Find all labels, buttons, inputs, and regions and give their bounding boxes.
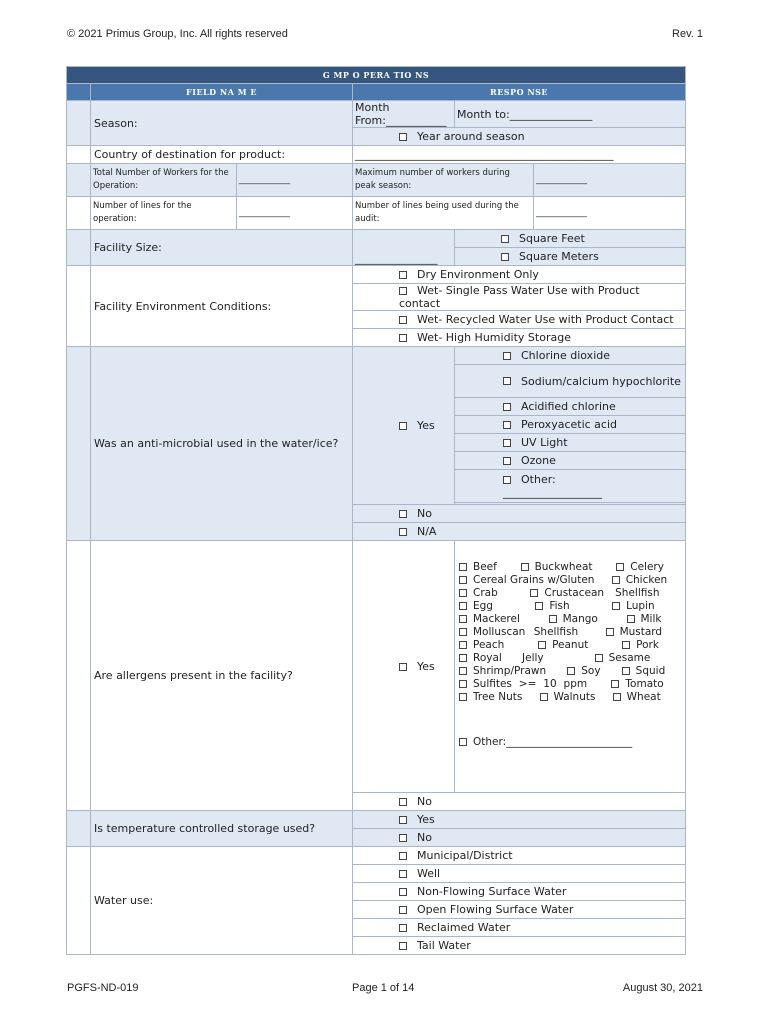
allergen-option[interactable]: Sesame [595,652,651,664]
allergen-other-field[interactable]: Other:________________________ [459,736,681,749]
facility-size-label: Facility Size: [91,230,353,266]
row-marker [67,146,91,164]
allergen-list [455,541,686,793]
row-marker [67,541,91,811]
allergens-yes-option[interactable]: Yes [353,541,455,793]
checkbox-icon[interactable] [399,870,407,878]
checkbox-icon[interactable] [399,422,407,430]
checkbox-icon[interactable] [459,667,467,675]
max-workers-label: Maximum number of workers during peak season: [353,164,534,197]
checkbox-icon[interactable] [459,738,467,746]
allergen-option[interactable]: Tomato [611,678,663,690]
env-option-recycled[interactable]: Wet- Recycled Water Use with Product Contact [353,311,686,329]
antimicrobial-type-chlorine-dioxide[interactable]: Chlorine dioxide [455,347,686,365]
month-from-field[interactable]: Month From:___________ [353,101,455,128]
checkbox-icon[interactable] [399,133,407,141]
checkbox-icon[interactable] [399,510,407,518]
checkbox-icon[interactable] [530,589,538,597]
checkbox-icon[interactable] [540,693,548,701]
checkbox-icon[interactable] [613,693,621,701]
allergen-option[interactable]: Squid [622,665,666,677]
allergens-no-option[interactable]: No [353,793,686,811]
checkbox-icon[interactable] [627,615,635,623]
env-option-humidity[interactable]: Wet- High Humidity Storage [353,329,686,347]
row-marker [67,101,91,146]
lines-field[interactable]: ____________ [237,197,353,230]
allergen-option[interactable]: Mango [549,613,598,625]
page-footer [67,982,703,998]
checkbox-icon[interactable] [459,641,467,649]
country-field[interactable]: _______________________________________________ [353,146,686,164]
revision-text: Rev. 1 [672,28,703,40]
water-option-well[interactable]: Well [353,865,686,883]
checkbox-icon[interactable] [503,352,511,360]
env-option-single-pass[interactable]: Wet- Single Pass Water Use with Product contact [353,284,686,311]
checkbox-icon[interactable] [399,942,407,950]
checkbox-icon[interactable] [567,667,575,675]
checkbox-icon[interactable] [399,834,407,842]
water-option-municipal[interactable]: Municipal/District [353,847,686,865]
field-name-header: FIELD NA M E [91,84,353,101]
allergen-option[interactable]: Crustacean Shellfish [530,587,659,599]
checkbox-icon[interactable] [595,654,603,662]
allergens-label: Are allergens present in the facility? [91,541,353,811]
allergen-option[interactable]: Mackerel [459,613,520,625]
checkbox-icon[interactable] [503,421,511,429]
checkbox-icon[interactable] [612,576,620,584]
checkbox-icon[interactable] [459,615,467,623]
page-number: Page 1 of 14 [352,982,415,994]
allergen-option[interactable]: Sulfites >= 10 ppm [459,678,587,690]
facility-size-field[interactable]: _______________ [353,230,455,266]
allergen-option[interactable]: Peach [459,639,504,651]
season-label: Season: [91,101,353,146]
checkbox-icon[interactable] [503,476,511,484]
allergen-option[interactable]: Peanut [538,639,588,651]
checkbox-icon[interactable] [399,888,407,896]
water-option-non-flowing[interactable]: Non-Flowing Surface Water [353,883,686,901]
temperature-yes-option[interactable]: Yes [353,811,686,829]
allergen-option[interactable]: Mustard [606,626,663,638]
year-round-option[interactable]: Year around season [353,128,686,146]
antimicrobial-no-option[interactable]: No [353,505,686,523]
checkbox-icon[interactable] [622,641,630,649]
checkbox-icon[interactable] [501,253,509,261]
checkbox-icon[interactable] [399,663,407,671]
env-option-dry[interactable]: Dry Environment Only [353,266,686,284]
allergen-option[interactable]: Shrimp/Prawn [459,665,546,677]
checkbox-icon[interactable] [521,563,529,571]
checkbox-icon[interactable] [503,403,511,411]
allergen-option[interactable]: Wheat [613,691,661,703]
allergen-option[interactable]: Buckwheat [521,561,593,573]
row-marker [67,811,91,847]
checkbox-icon[interactable] [606,628,614,636]
allergen-option[interactable]: Egg [459,600,493,612]
header-spacer [67,84,91,101]
checkbox-icon[interactable] [611,680,619,688]
allergen-option[interactable]: Lupin [612,600,655,612]
checkbox-icon[interactable] [459,589,467,597]
checkbox-icon[interactable] [503,457,511,465]
allergen-option[interactable]: Molluscan Shellfish [459,626,578,638]
environment-label: Facility Environment Conditions: [91,266,353,347]
allergen-option[interactable]: Cereal Grains w/Gluten [459,574,594,586]
page-header [67,28,703,44]
response-header: RESPO NSE [353,84,686,101]
checkbox-icon[interactable] [459,628,467,636]
temperature-no-option[interactable]: No [353,829,686,847]
allergen-option[interactable]: Beef [459,561,497,573]
checkbox-icon[interactable] [535,602,543,610]
checkbox-icon[interactable] [399,287,407,295]
doc-date: August 30, 2021 [622,982,703,994]
checkbox-icon[interactable] [399,271,407,279]
checkbox-icon[interactable] [503,377,511,385]
max-workers-field[interactable]: ____________ [534,164,686,197]
checkbox-icon[interactable] [459,563,467,571]
total-workers-field[interactable]: ____________ [237,164,353,197]
water-option-tail[interactable]: Tail Water [353,937,686,955]
lines-label: Number of lines for the operation: [91,197,237,230]
checkbox-icon[interactable] [399,334,407,342]
checkbox-icon[interactable] [612,602,620,610]
antimicrobial-type-uv-light[interactable]: UV Light [455,434,686,452]
allergen-options [459,561,681,704]
checkbox-icon[interactable] [459,654,467,662]
checkbox-icon[interactable] [538,641,546,649]
total-workers-label: Total Number of Workers for the Operation: [91,164,237,197]
table-title: G MP O PERA TIO NS [67,67,686,84]
square-meters-option[interactable]: Square Meters [455,248,686,266]
country-label: Country of destination for product: [91,146,353,164]
checkbox-icon[interactable] [622,667,630,675]
allergen-option[interactable]: Tree Nuts [459,691,522,703]
allergen-option[interactable]: Milk [627,613,662,625]
checkbox-icon[interactable] [399,316,407,324]
checkbox-icon[interactable] [399,816,407,824]
allergen-option[interactable]: Pork [622,639,659,651]
row-marker [67,197,91,230]
row-marker [67,230,91,266]
checkbox-icon[interactable] [503,439,511,447]
row-marker [67,266,91,347]
allergen-option[interactable]: Fish [535,600,569,612]
antimicrobial-label: Was an anti-microbial used in the water/ice? [91,347,353,541]
row-marker [67,847,91,955]
checkbox-icon[interactable] [399,924,407,932]
allergen-option[interactable]: Chicken [612,574,668,586]
checkbox-icon[interactable] [501,235,509,243]
water-option-reclaimed[interactable]: Reclaimed Water [353,919,686,937]
checkbox-icon[interactable] [459,576,467,584]
month-to-field[interactable]: Month to:_______________ [455,101,686,128]
lines-used-field[interactable]: ____________ [534,197,686,230]
antimicrobial-type-other[interactable]: Other: __________________ [455,470,686,503]
allergen-option[interactable]: Walnuts [540,691,596,703]
checkbox-icon[interactable] [549,615,557,623]
copyright-text: © 2021 Primus Group, Inc. All rights reserved [67,28,288,40]
allergen-option[interactable]: Celery [616,561,664,573]
gmp-operations-table [66,66,686,955]
checkbox-icon[interactable] [399,528,407,536]
antimicrobial-yes-option[interactable]: Yes [353,347,455,505]
water-option-open-flowing[interactable]: Open Flowing Surface Water [353,901,686,919]
lines-used-label: Number of lines being used during the audit: [353,197,534,230]
allergen-option[interactable]: Crab [459,587,498,599]
checkbox-icon[interactable] [399,906,407,914]
square-feet-option[interactable]: Square Feet [455,230,686,248]
antimicrobial-type-ozone[interactable]: Ozone [455,452,686,470]
antimicrobial-type-acidified-chlorine[interactable]: Acidified chlorine [455,398,686,416]
checkbox-icon[interactable] [459,680,467,688]
row-marker [67,164,91,197]
allergen-option[interactable]: Royal Jelly [459,652,544,664]
checkbox-icon[interactable] [616,563,624,571]
water-use-label: Water use: [91,847,353,955]
antimicrobial-type-hypochlorite[interactable]: Sodium/calcium hypochlorite [455,365,686,398]
checkbox-icon[interactable] [399,852,407,860]
checkbox-icon[interactable] [459,602,467,610]
antimicrobial-other-field[interactable]: __________________ [503,486,602,499]
antimicrobial-na-option[interactable]: N/A [353,523,686,541]
temperature-label: Is temperature controlled storage used? [91,811,353,847]
allergen-option[interactable]: Soy [567,665,600,677]
checkbox-icon[interactable] [399,798,407,806]
antimicrobial-type-peroxyacetic[interactable]: Peroxyacetic acid [455,416,686,434]
doc-id: PGFS-ND-019 [67,982,139,994]
row-marker [67,347,91,541]
checkbox-icon[interactable] [459,693,467,701]
